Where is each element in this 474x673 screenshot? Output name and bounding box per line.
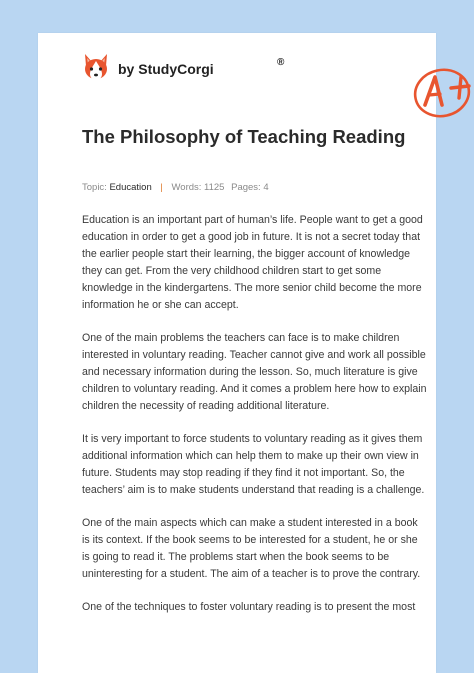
topic-label: Topic: [82,182,107,193]
document-meta [82,182,269,193]
document-title: The Philosophy of Teaching Reading [82,126,406,147]
corgi-logo-icon [82,52,110,82]
brand-name[interactable]: by StudyCorgi [118,61,214,77]
header [82,49,442,89]
paragraph: It is very important to force students to voluntary reading as it gives them additional information which can help them to make up their own view in future. Students may stop reading if they find it not important. So, the teachers’ aim is to make students understand that reading is a challenge. [82,433,425,496]
grade-badge-icon [411,61,474,121]
document-page [38,33,436,673]
word-count: Words: 1125 [171,182,225,193]
paragraph: One of the techniques to foster voluntary reading is to present the most [82,601,416,613]
topic-link[interactable]: Education [109,182,152,193]
paragraph: One of the main problems the teachers can face is to make children interested in voluntary reading. Teacher cannot give and work all possible and necessary information during the lesson. So, much literature is give children to voluntary reading. And it comes a problem here how to explain children the necessity of reading additional literature. [82,332,427,412]
registered-mark: ® [277,57,285,68]
paragraph: Education is an important part of human’s life. People want to get a good education in order to get a good job in future. It is not a secret today that the earlier people start their learning, the bigger account of knowledge they can get. From the very childhood children start to get some knowledge in the kindergartens. The more senior child become the more information he or she can accept. [82,214,423,311]
page-count: Pages: 4 [231,182,269,193]
document-body [82,212,428,632]
meta-separator: | [160,182,163,193]
paragraph: One of the main aspects which can make a student interested in a book is its context. If the book seems to be interested for a student, he or she is going to read it. The problems start when the book seems to be uninteresting for a student. The aim of a teacher is to prove the contrary. [82,517,421,580]
